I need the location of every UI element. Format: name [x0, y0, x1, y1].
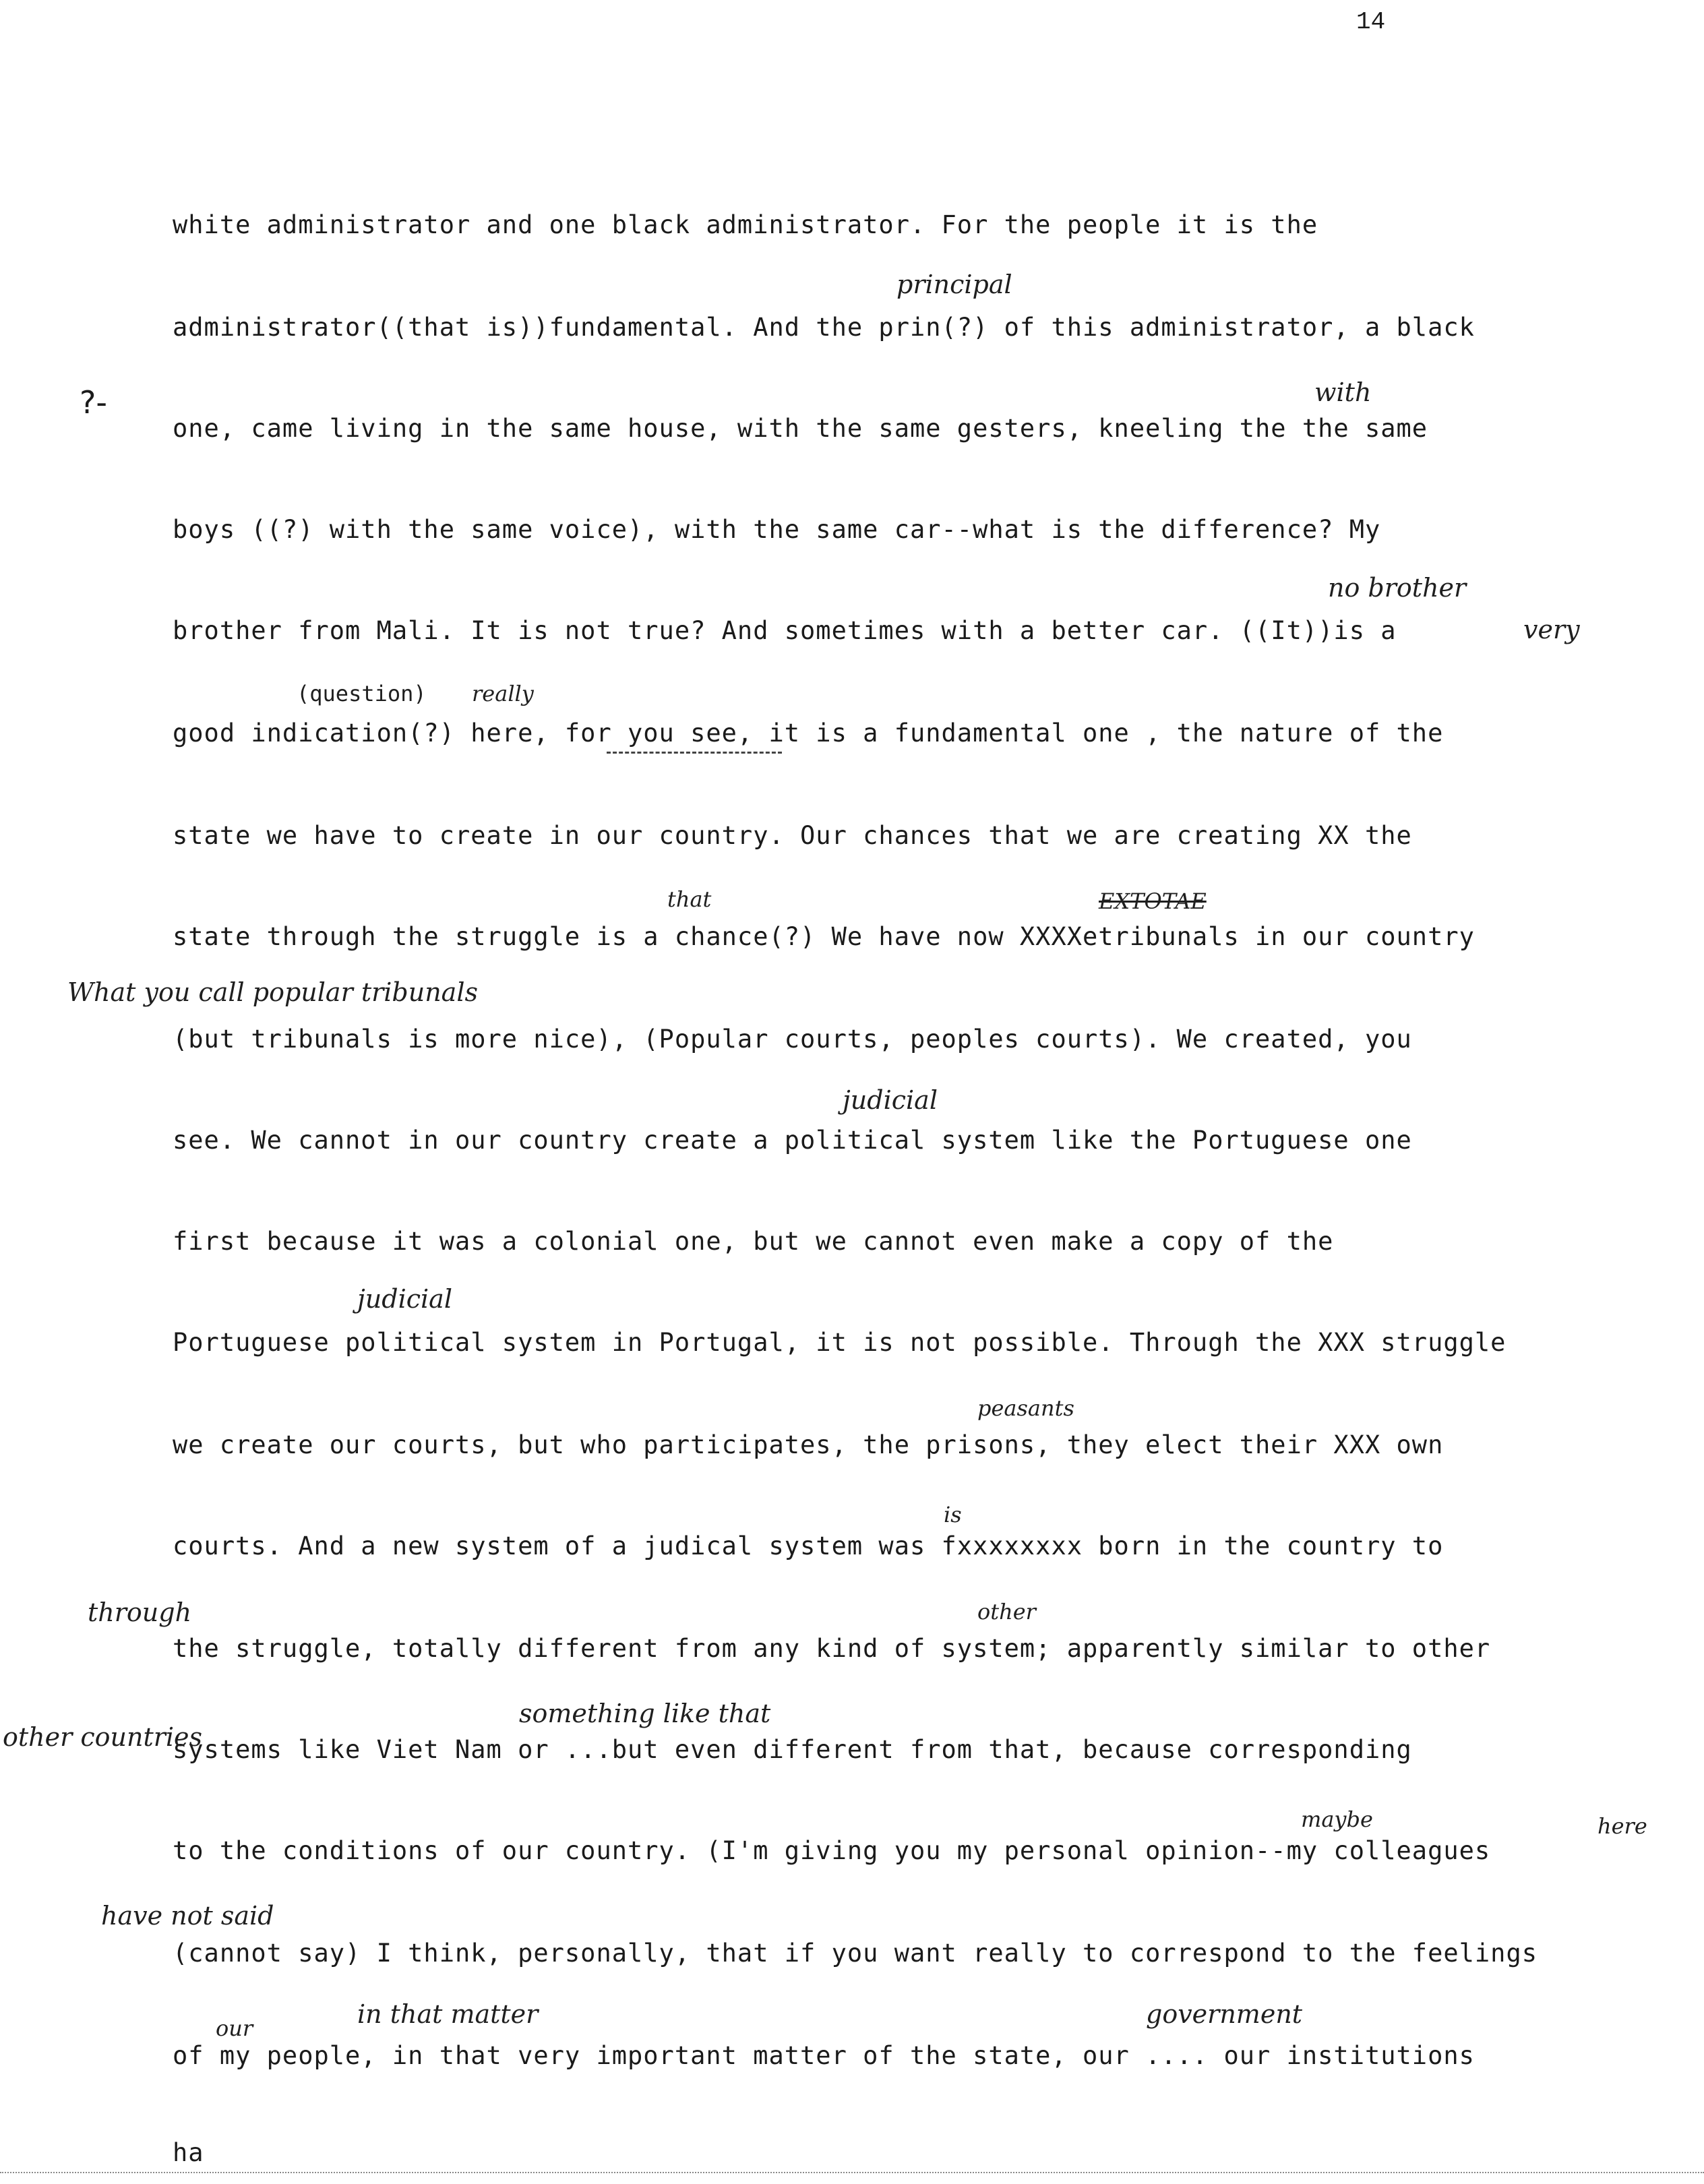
handwritten-popular-tribunals: What you call popular tribunals — [67, 977, 478, 1007]
text-line-18: (cannot say) I think, personally, that if you want really to correspond to the feelings — [173, 1939, 1538, 1968]
handwritten-that: that — [667, 886, 712, 912]
handwritten-maybe: maybe — [1301, 1807, 1373, 1832]
text-line-9: (but tribunals is more nice), (Popular courts, peoples courts). We created, you — [173, 1025, 1412, 1054]
text-line-19: of my people, in that very important matter of the state, our .... our institutions — [173, 2041, 1475, 2070]
handwritten-peasants: peasants — [977, 1395, 1074, 1421]
text-line-5: brother from Mali. It is not true? And sometimes with a better car. ((It))is a — [173, 616, 1397, 645]
handwritten-really: really — [472, 681, 534, 706]
text-line-13: we create our courts, but who participates, the prisons, they elect their XXX own — [173, 1430, 1444, 1459]
handwritten-through: through — [88, 1598, 192, 1627]
handwritten-other: other — [977, 1599, 1036, 1625]
text-line-6: good indication(?) here, for you see, it is a fundamental one , the nature of the — [173, 719, 1444, 748]
handwritten-principal: principal — [896, 270, 1012, 299]
handwritten-is: is — [944, 1502, 962, 1527]
handwritten-with: with — [1314, 377, 1372, 407]
text-line-20: ha — [173, 2138, 204, 2167]
text-line-4: boys ((?) with the same voice), with the same car--what is the difference? My — [173, 515, 1381, 544]
page-number: 14 — [1356, 8, 1386, 36]
handwritten-question: (question) — [297, 681, 427, 706]
handwritten-crossed-word: EXTOTAE — [1099, 888, 1207, 914]
text-line-12: Portuguese political system in Portugal, it is not possible. Through the XXX struggle — [173, 1328, 1507, 1357]
text-line-17: to the conditions of our country. (I'm giving you my personal opinion--my colleagues — [173, 1836, 1491, 1865]
text-line-2: administrator((that is))fundamental. And the prin(?) of this administrator, a black — [173, 313, 1475, 342]
text-line-16: systems like Viet Nam or ...but even different from that, because corresponding — [173, 1735, 1412, 1764]
text-line-1: white administrator and one black administrator. For the people it is the — [173, 210, 1318, 239]
handwritten-no-brother: no brother — [1328, 573, 1467, 603]
bottom-edge — [0, 2172, 1704, 2173]
handwritten-in-that-matter: in that matter — [357, 1999, 539, 2029]
handwritten-very: very — [1523, 615, 1580, 644]
handwritten-here: here — [1598, 1813, 1647, 1839]
text-line-14: courts. And a new system of a judical system was fxxxxxxxx born in the country to — [173, 1531, 1444, 1560]
squiggle-underline — [607, 752, 782, 754]
text-line-15: the struggle, totally different from any kind of system; apparently similar to other — [173, 1634, 1491, 1663]
text-line-7: state we have to create in our country. Our chances that we are creating XX the — [173, 821, 1412, 850]
handwritten-judicial-2: judicial — [357, 1284, 452, 1314]
handwritten-other-countries: other countries — [3, 1722, 203, 1752]
margin-question-mark: ?- — [80, 384, 108, 421]
handwritten-our: our — [216, 2015, 253, 2041]
handwritten-something-like-that: something like that — [519, 1699, 771, 1728]
handwritten-judicial-1: judicial — [843, 1085, 938, 1115]
handwritten-have-not-said: have not said — [101, 1901, 274, 1931]
handwritten-government: government — [1146, 1999, 1303, 2029]
text-line-8: state through the struggle is a chance(?) We have now XXXXetribunals in our country — [173, 922, 1475, 951]
text-line-10: see. We cannot in our country create a political system like the Portuguese one — [173, 1126, 1412, 1155]
text-line-3: one, came living in the same house, with the same gesters, kneeling the the same — [173, 414, 1428, 443]
text-line-11: first because it was a colonial one, but we cannot even make a copy of the — [173, 1227, 1334, 1256]
